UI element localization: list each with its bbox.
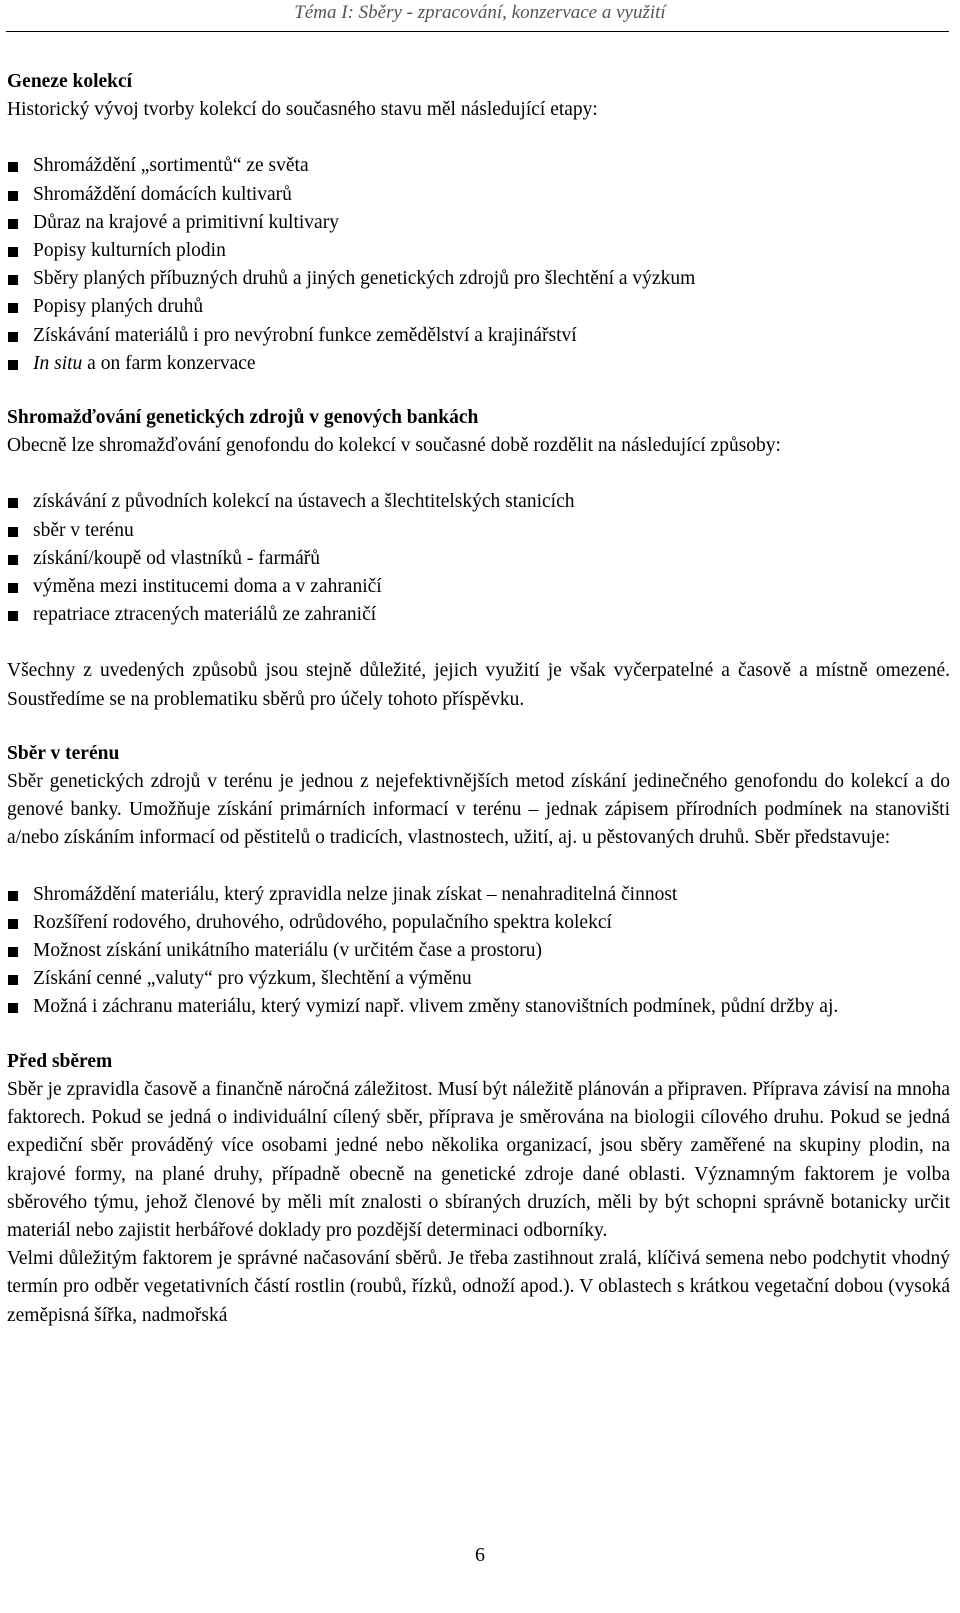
list-item-text: a on farm konzervace <box>82 352 256 374</box>
header-rule <box>6 31 949 32</box>
list-item: Popisy kulturních plodin <box>7 237 950 265</box>
italic-term: In situ <box>33 352 83 374</box>
bullet-list-sber <box>7 881 950 1022</box>
list-item <box>7 350 950 378</box>
list-item: Shromáždění domácích kultivarů <box>7 181 950 209</box>
list-item: získání/koupě od vlastníků - farmářů <box>7 545 950 573</box>
bullet-list-geneze <box>7 152 950 378</box>
section-title-sber-v-terenu: Sběr v terénu <box>7 742 120 764</box>
page-number: 6 <box>475 1544 485 1566</box>
list-item: Sběry planých příbuzných druhů a jiných genetických zdrojů pro šlechtění a výzkum <box>7 265 950 293</box>
list-item: repatriace ztracených materiálů ze zahraničí <box>7 601 950 629</box>
list-item: Možná i záchranu materiálu, který vymizí např. vlivem změny stanovištních podmínek, půdní držby aj. <box>7 993 950 1021</box>
page-header: Téma I: Sběry - zpracování, konzervace a využití <box>294 2 666 23</box>
document-body <box>7 68 950 1330</box>
list-item: výměna mezi institucemi doma a v zahraničí <box>7 573 950 601</box>
list-item: Získávání materiálů i pro nevýrobní funkce zemědělství a krajinářství <box>7 322 950 350</box>
list-item: Důraz na krajové a primitivní kultivary <box>7 209 950 237</box>
section-intro-geneze: Historický vývoj tvorby kolekcí do současného stavu měl následující etapy: <box>7 99 598 121</box>
section-title-pred-sberem: Před sběrem <box>7 1050 113 1072</box>
list-item: Možnost získání unikátního materiálu (v určitém čase a prostoru) <box>7 937 950 965</box>
list-item: získávání z původních kolekcí na ústavech a šlechtitelských stanicích <box>7 488 950 516</box>
section-title-shromazdovani: Shromažďování genetických zdrojů v genových bankách <box>7 407 479 429</box>
paragraph-sber-v-terenu: Sběr genetických zdrojů v terénu je jednou z nejefektivnějších metod získání jedinečného genofondu do kolekcí a do genové banky. Umožňuje získání primárních informací v terénu – jednak zápisem přírodních podmínek na stanovišti a/nebo získáním informací od pěstitelů o tradicích, vlastnostech, užití, aj. u pěstovaných druhů. Sběr představuje: <box>7 771 950 849</box>
list-item: Shromáždění „sortimentů“ ze světa <box>7 152 950 180</box>
list-item: sběr v terénu <box>7 517 950 545</box>
list-item: Získání cenné „valuty“ pro výzkum, šlechtění a výměnu <box>7 965 950 993</box>
paragraph-conclusion: Všechny z uvedených způsobů jsou stejně důležité, jejich využití je však vyčerpatelné a časově a místně omezené. Soustředíme se na problematiku sběrů pro účely tohoto příspěvku. <box>7 660 950 710</box>
bullet-list-shromazdovani <box>7 488 950 629</box>
paragraph-pred-sberem-2: Velmi důležitým faktorem je správné načasování sběrů. Je třeba zastihnout zralá, klíčivá semena nebo podchytit vhodný termín pro odběr vegetativních částí rostlin (roubů, řízků, odnoží apod.). V oblastech s krátkou vegetační dobou (vysoká zeměpisná šířka, nadmořská <box>7 1248 950 1326</box>
list-item: Popisy planých druhů <box>7 293 950 321</box>
paragraph-pred-sberem-1: Sběr je zpravidla časově a finančně náročná záležitost. Musí být náležitě plánován a připraven. Příprava závisí na mnoha faktorech. Pokud se jedná o individuální cílený sběr, příprava je směrována na biologii cílového druhu. Pokud se jedná expediční sběr prováděný více osobami jedné nebo několika organizací, jsou sběry zaměřené na skupiny plodin, na krajové formy, na plané druhy, případně obecně na genetické zdroje dané oblasti. Významným faktorem je volba sběrového týmu, jehož členové by měli mít znalosti o sbíraných druzích, měli by být schopni správně botanicky určit materiál nebo zajistit herbářové doklady pro pozdější determinaci odborníky. <box>7 1078 950 1241</box>
list-item: Rozšíření rodového, druhového, odrůdového, populačního spektra kolekcí <box>7 909 950 937</box>
list-item: Shromáždění materiálu, který zpravidla nelze jinak získat – nenahraditelná činnost <box>7 881 950 909</box>
section-title-geneze: Geneze kolekcí <box>7 71 133 92</box>
section-intro-shromazdovani: Obecně lze shromažďování genofondu do kolekcí v současné době rozdělit na následující způsoby: <box>7 435 781 457</box>
